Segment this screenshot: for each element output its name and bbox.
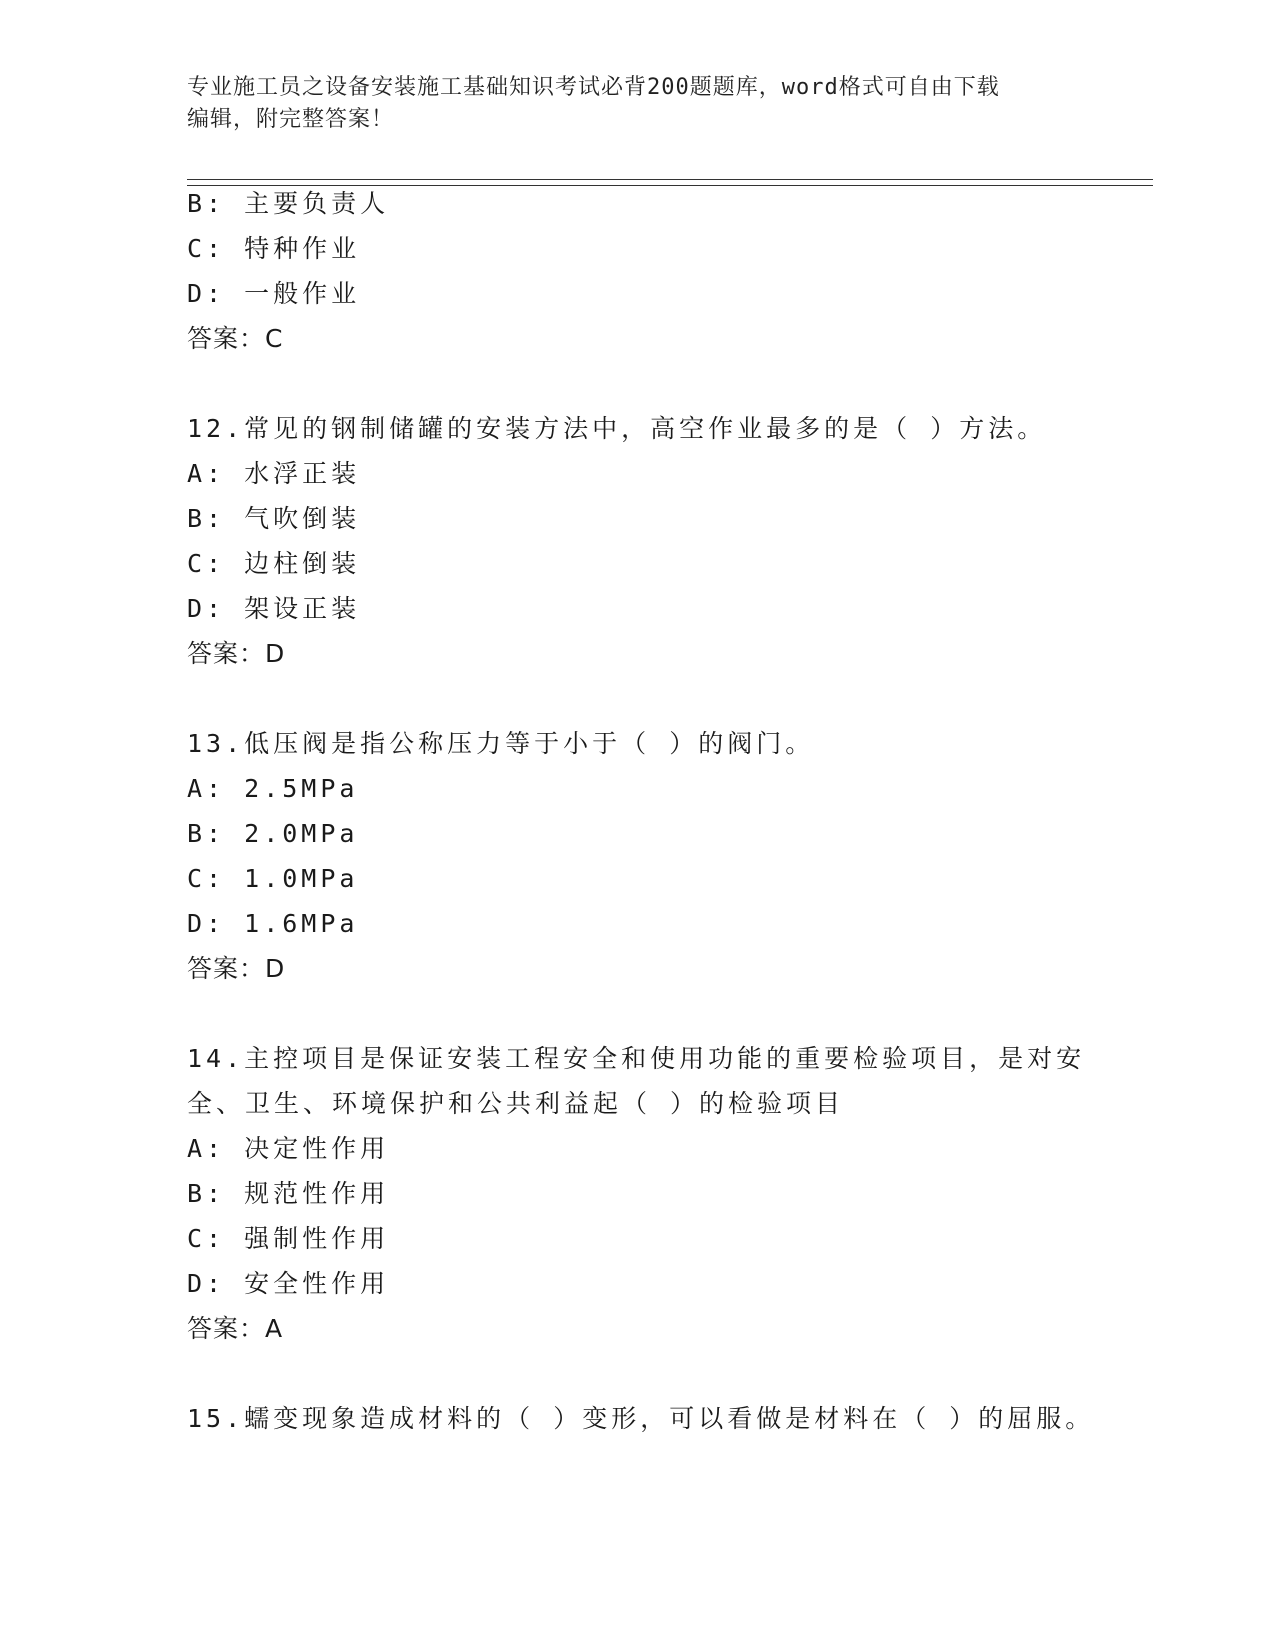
answer-line: 答案：A <box>187 1314 284 1343</box>
document-header <box>187 72 1087 136</box>
option-c: C: 1.0MPa <box>187 864 359 893</box>
answer-line: 答案：D <box>187 954 286 983</box>
option-c: C: 特种作业 <box>187 234 361 263</box>
question-stem-continued: 全、卫生、环境保护和公共利益起（ ）的检验项目 <box>187 1089 845 1118</box>
option-d: D: 一般作业 <box>187 279 361 308</box>
question-stem: 14.主控项目是保证安装工程安全和使用功能的重要检验项目，是对安 <box>187 1044 1086 1073</box>
option-c: C: 强制性作用 <box>187 1224 390 1253</box>
option-d: D: 安全性作用 <box>187 1269 390 1298</box>
option-b: B: 主要负责人 <box>187 189 390 218</box>
answer-line: 答案：C <box>187 324 284 353</box>
option-a: A: 决定性作用 <box>187 1134 390 1163</box>
option-a: A: 2.5MPa <box>187 774 359 803</box>
question-stem: 12.常见的钢制储罐的安装方法中，高空作业最多的是（ ）方法。 <box>187 414 1047 443</box>
header-title-line-2: 编辑，附完整答案！ <box>187 107 395 132</box>
option-b: B: 规范性作用 <box>187 1179 390 1208</box>
option-d: D: 架设正装 <box>187 594 361 623</box>
question-stem: 13.低压阀是指公称压力等于小于（ ）的阀门。 <box>187 729 815 758</box>
option-b: B: 气吹倒装 <box>187 504 361 533</box>
header-divider-top <box>187 179 1153 180</box>
question-stem: 15.蠕变现象造成材料的（ ）变形，可以看做是材料在（ ）的屈服。 <box>187 1404 1095 1433</box>
answer-line: 答案：D <box>187 639 286 668</box>
header-divider-bottom <box>187 185 1153 186</box>
option-c: C: 边柱倒装 <box>187 549 361 578</box>
option-d: D: 1.6MPa <box>187 909 359 938</box>
option-b: B: 2.0MPa <box>187 819 359 848</box>
option-a: A: 水浮正装 <box>187 459 361 488</box>
header-title-line-1: 专业施工员之设备安装施工基础知识考试必背200题题库，word格式可自由下载 <box>187 75 1000 100</box>
